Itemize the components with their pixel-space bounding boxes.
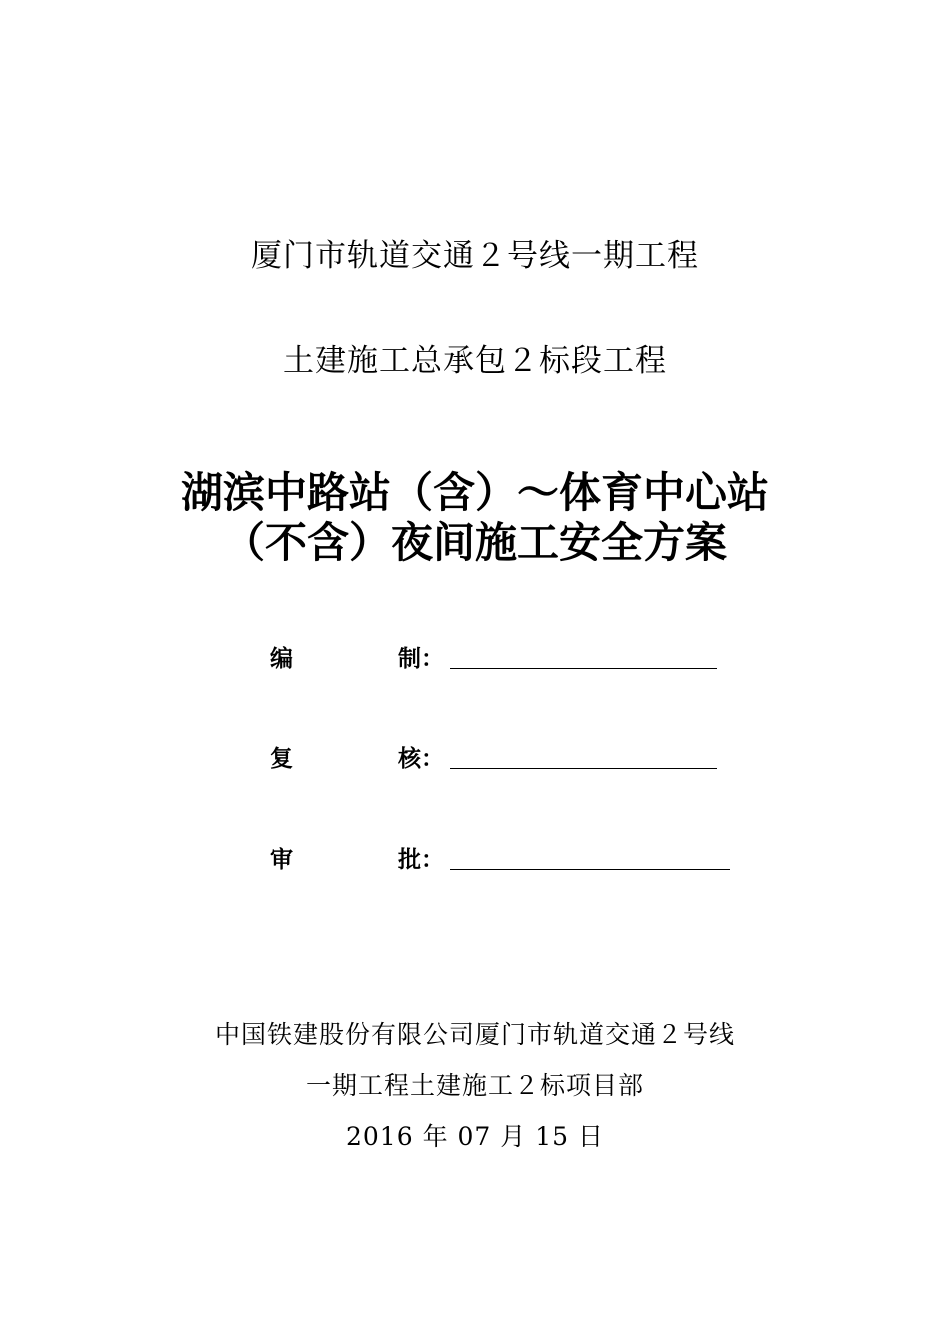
organization-line2: 一期工程土建施工２标项目部 bbox=[305, 1071, 644, 1100]
signature-label-part2: 制： bbox=[398, 646, 444, 672]
signature-label-part2: 核： bbox=[398, 746, 444, 772]
document-title-line1: 湖滨中路站（含）～体育中心站 bbox=[180, 468, 769, 517]
organization-line1: 中国铁建股份有限公司厦门市轨道交通２号线 bbox=[214, 1020, 735, 1049]
project-name-line2: 土建施工总承包２标段工程 bbox=[283, 343, 667, 379]
document-title-line2: （不含）夜间施工安全方案 bbox=[222, 518, 727, 567]
signature-label-part1: 审 bbox=[270, 847, 293, 873]
signature-line[interactable] bbox=[450, 869, 730, 870]
signature-label-part1: 编 bbox=[270, 646, 293, 672]
signature-label-part1: 复 bbox=[270, 746, 293, 772]
signature-label-part2: 批： bbox=[398, 847, 444, 873]
document-date: 2016 年 07 月 15 日 bbox=[346, 1122, 604, 1151]
signature-line[interactable] bbox=[450, 768, 717, 769]
project-name-line1: 厦门市轨道交通２号线一期工程 bbox=[251, 238, 699, 274]
signature-line[interactable] bbox=[450, 668, 717, 669]
